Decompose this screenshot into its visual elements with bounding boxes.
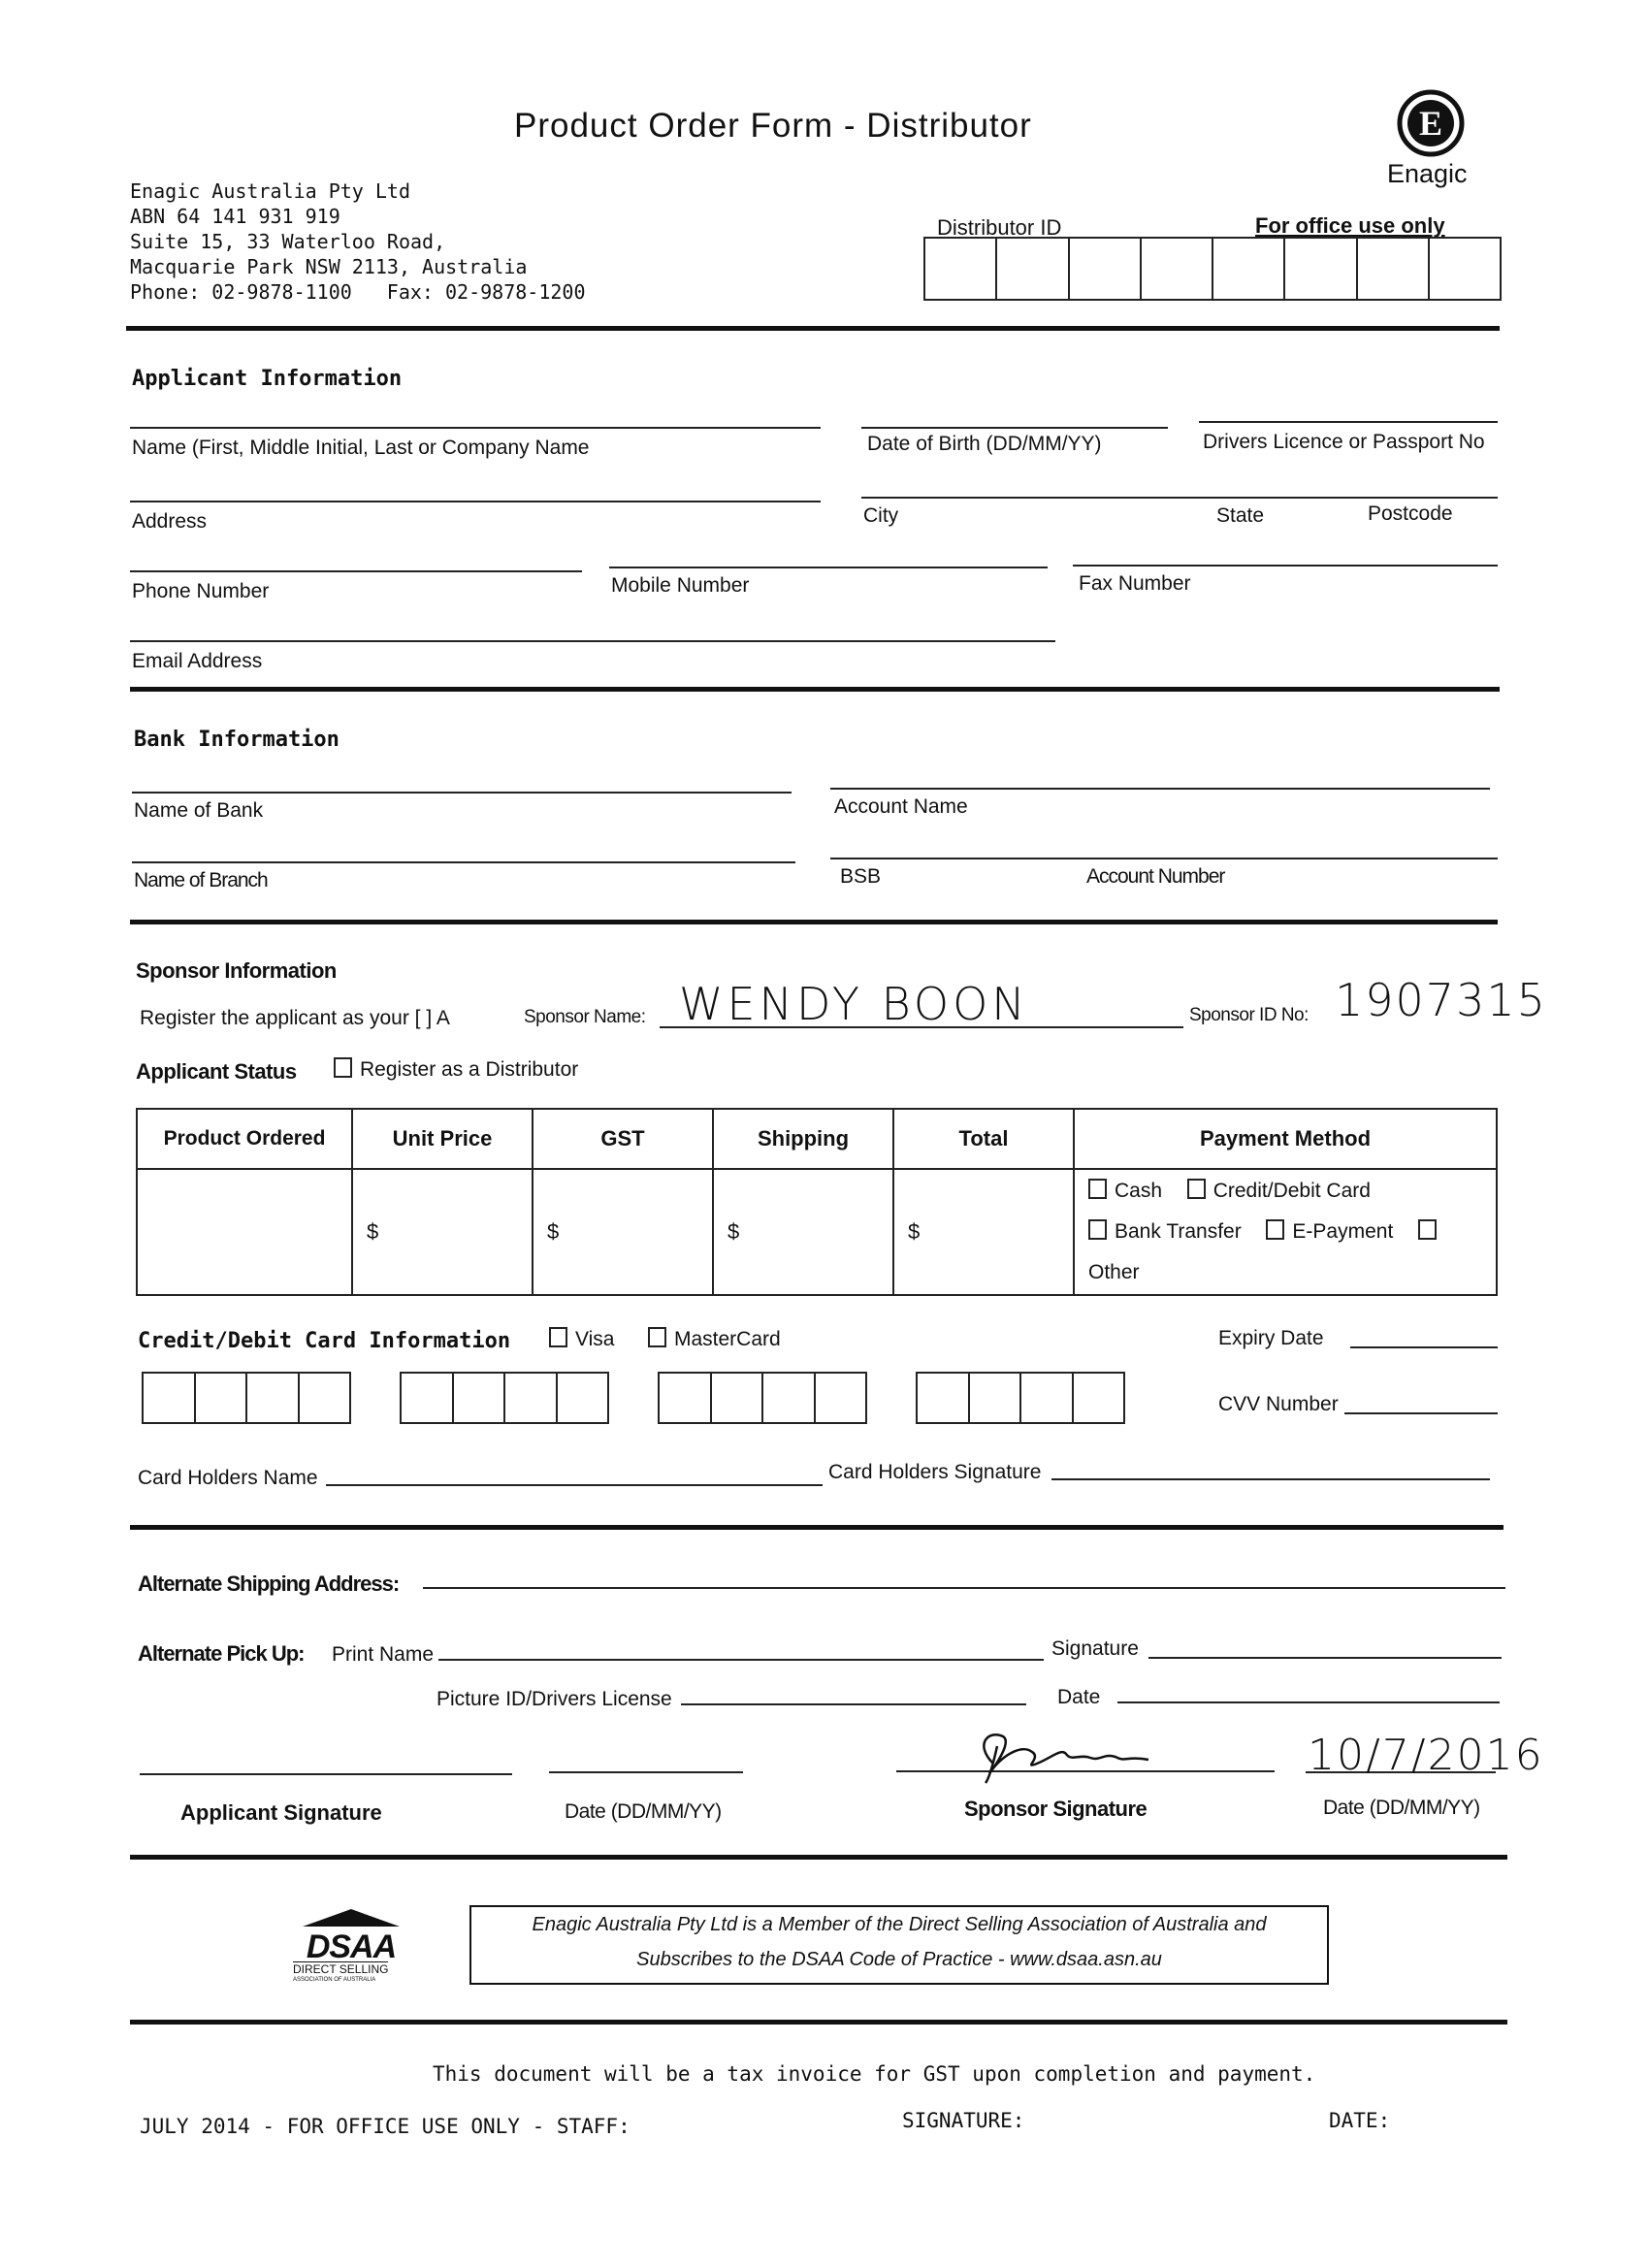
email-field[interactable] <box>130 640 1055 642</box>
section-rule <box>130 920 1498 924</box>
shipping-cell[interactable]: $ <box>713 1169 893 1295</box>
company-name: Enagic Australia Pty Ltd <box>130 179 410 203</box>
name-label: Name (First, Middle Initial, Last or Company Name <box>132 437 590 459</box>
applicant-date-label: Date (DD/MM/YY) <box>565 1800 722 1823</box>
picture-id-label: Picture ID/Drivers License <box>436 1688 672 1710</box>
branch-field[interactable] <box>132 861 795 863</box>
account-name-field[interactable] <box>830 788 1490 790</box>
office-staff-label: JULY 2014 - FOR OFFICE USE ONLY - STAFF: <box>140 2115 630 2138</box>
header-product-ordered: Product Ordered <box>137 1109 352 1169</box>
state-label: State <box>1216 504 1265 527</box>
card-number-group-4[interactable] <box>916 1372 1125 1424</box>
register-distributor-option[interactable]: Register as a Distributor <box>334 1057 578 1082</box>
sponsor-date-value: 10/7/2016 <box>1308 1731 1544 1780</box>
print-name-field[interactable] <box>438 1659 1044 1661</box>
card-number-group-3[interactable] <box>658 1372 867 1424</box>
mastercard-checkbox[interactable] <box>648 1327 666 1347</box>
dsaa-logo-subtitle2: ASSOCIATION OF AUSTRALIA <box>293 1977 376 1983</box>
svg-text:E: E <box>1418 104 1443 143</box>
licence-label: Drivers Licence or Passport No <box>1203 431 1485 453</box>
section-rule <box>130 2020 1507 2025</box>
name-field[interactable] <box>130 427 821 429</box>
company-abn: ABN 64 141 931 919 <box>130 205 340 228</box>
gst-cell[interactable]: $ <box>533 1169 713 1295</box>
payment-other-option[interactable]: Other <box>1088 1220 1444 1283</box>
sponsor-id-value: 1907315 <box>1335 974 1547 1026</box>
holder-signature-label: Card Holders Signature <box>828 1461 1042 1483</box>
sponsor-id-label: Sponsor ID No: <box>1189 1005 1309 1025</box>
form-title: Product Order Form - Distributor <box>514 107 1032 145</box>
visa-checkbox[interactable] <box>549 1327 567 1347</box>
bank-name-field[interactable] <box>132 792 792 794</box>
register-distributor-checkbox[interactable] <box>334 1057 352 1078</box>
distributor-id-label: Distributor ID <box>937 215 1062 240</box>
dsaa-notice-line2: Subscribes to the DSAA Code of Practice - www.dsaa.asn.au <box>636 1949 1162 1970</box>
sponsor-signature-field[interactable] <box>896 1725 1275 1785</box>
card-heading: Credit/Debit Card Information <box>138 1329 511 1353</box>
alt-shipping-field[interactable] <box>423 1587 1505 1589</box>
applicant-heading: Applicant Information <box>132 367 403 391</box>
payment-bank-transfer-option[interactable]: Bank Transfer <box>1088 1220 1242 1243</box>
sponsor-name-label: Sponsor Name: <box>524 1007 646 1027</box>
bsb-label: BSB <box>840 865 882 888</box>
section-rule <box>130 1855 1507 1860</box>
sponsor-name-value: WENDY BOON <box>679 978 1029 1030</box>
company-info <box>130 178 585 305</box>
holder-signature-field[interactable] <box>1051 1478 1490 1480</box>
pickup-signature-label: Signature <box>1051 1637 1139 1660</box>
mobile-label: Mobile Number <box>611 574 750 597</box>
payment-cash-option[interactable]: Cash <box>1088 1180 1162 1202</box>
payment-card-option[interactable]: Credit/Debit Card <box>1187 1180 1371 1202</box>
dsaa-logo-icon <box>274 1907 429 1961</box>
payment-method-cell <box>1074 1169 1497 1295</box>
company-address2: Macquarie Park NSW 2113, Australia <box>130 255 528 278</box>
header-gst: GST <box>533 1109 713 1169</box>
product-ordered-cell[interactable] <box>137 1169 352 1295</box>
sponsor-date-label: Date (DD/MM/YY) <box>1323 1797 1480 1819</box>
header-unit-price: Unit Price <box>352 1109 533 1169</box>
register-label: Register the applicant as your [ ] A <box>140 1007 450 1029</box>
company-address1: Suite 15, 33 Waterloo Road, <box>130 230 446 253</box>
card-checkbox[interactable] <box>1187 1179 1206 1199</box>
pickup-signature-field[interactable] <box>1148 1657 1502 1659</box>
visa-option[interactable]: Visa <box>549 1327 614 1351</box>
holder-name-field[interactable] <box>326 1484 823 1486</box>
cash-checkbox[interactable] <box>1088 1179 1107 1199</box>
office-date-label: DATE: <box>1329 2109 1391 2132</box>
dsaa-logo <box>274 1907 429 1994</box>
dob-field[interactable] <box>861 427 1168 429</box>
bsb-account-field[interactable] <box>830 858 1498 859</box>
section-rule <box>130 1525 1504 1530</box>
cvv-label: CVV Number <box>1218 1393 1339 1415</box>
enagic-logo-text: Enagic <box>1387 159 1468 188</box>
section-rule <box>130 687 1500 692</box>
alt-pickup-label: Alternate Pick Up: <box>138 1641 305 1666</box>
expiry-label: Expiry Date <box>1218 1327 1324 1349</box>
city-label: City <box>863 504 899 527</box>
print-name-label: Print Name <box>332 1643 435 1666</box>
fax-field[interactable] <box>1073 565 1498 567</box>
office-use-label: For office use only <box>1255 213 1445 238</box>
mobile-field[interactable] <box>609 567 1048 568</box>
office-signature-label: SIGNATURE: <box>902 2109 1025 2132</box>
unit-price-cell[interactable]: $ <box>352 1169 533 1295</box>
postcode-label: Postcode <box>1368 502 1453 525</box>
company-fax: Fax: 02-9878-1200 <box>386 280 586 304</box>
total-cell[interactable]: $ <box>893 1169 1074 1295</box>
payment-epayment-option[interactable]: E-Payment <box>1266 1220 1393 1243</box>
enagic-logo <box>1397 89 1465 157</box>
dsaa-logo-subtitle: DIRECT SELLING <box>293 1962 389 1976</box>
bank-transfer-checkbox[interactable] <box>1088 1219 1107 1240</box>
cvv-field[interactable] <box>1344 1412 1498 1414</box>
phone-label: Phone Number <box>132 580 270 602</box>
company-phone: Phone: 02-9878-1100 <box>130 280 352 304</box>
email-label: Email Address <box>132 650 263 672</box>
other-checkbox[interactable] <box>1418 1219 1437 1240</box>
dsaa-notice-line1: Enagic Australia Pty Ltd is a Member of the Direct Selling Association of Australia and <box>532 1914 1267 1935</box>
header-shipping: Shipping <box>713 1109 893 1169</box>
address-field[interactable] <box>130 501 821 502</box>
fax-label: Fax Number <box>1079 572 1191 595</box>
section-rule <box>126 326 1500 331</box>
picture-id-field[interactable] <box>681 1703 1026 1705</box>
svg-text:DSAA: DSAA <box>306 1928 397 1961</box>
distributor-id-boxes[interactable] <box>923 237 1502 301</box>
applicant-date-field[interactable] <box>549 1771 743 1773</box>
applicant-signature-field[interactable] <box>140 1773 512 1775</box>
phone-field[interactable] <box>130 570 582 572</box>
order-table <box>136 1108 1498 1296</box>
address-label: Address <box>132 510 208 533</box>
dsaa-notice <box>469 1905 1329 1985</box>
account-number-label: Account Number <box>1086 865 1225 888</box>
sponsor-signature-image <box>896 1725 1275 1785</box>
tax-note: This document will be a tax invoice for GST upon completion and payment. <box>433 2062 1316 2086</box>
header-payment-method: Payment Method <box>1074 1109 1497 1169</box>
card-number-group-2[interactable] <box>400 1372 609 1424</box>
status-heading: Applicant Status <box>136 1059 297 1084</box>
branch-label: Name of Branch <box>134 869 268 891</box>
applicant-signature-label: Applicant Signature <box>180 1800 382 1825</box>
holder-name-label: Card Holders Name <box>138 1467 318 1489</box>
pickup-date-label: Date <box>1057 1686 1101 1708</box>
account-name-label: Account Name <box>834 795 968 818</box>
header-total: Total <box>893 1109 1074 1169</box>
mastercard-option[interactable]: MasterCard <box>648 1327 781 1351</box>
card-number-group-1[interactable] <box>142 1372 351 1424</box>
bank-name-label: Name of Bank <box>134 799 264 822</box>
pickup-date-field[interactable] <box>1117 1701 1500 1703</box>
enagic-logo-icon <box>1397 89 1465 157</box>
alt-shipping-label: Alternate Shipping Address: <box>138 1571 400 1596</box>
licence-field[interactable] <box>1199 421 1498 423</box>
sponsor-heading: Sponsor Information <box>136 958 337 983</box>
city-state-postcode-field[interactable] <box>861 497 1498 499</box>
sponsor-signature-label: Sponsor Signature <box>964 1797 1148 1821</box>
epayment-checkbox[interactable] <box>1266 1219 1284 1240</box>
expiry-field[interactable] <box>1350 1346 1498 1348</box>
dob-label: Date of Birth (DD/MM/YY) <box>867 433 1102 455</box>
bank-heading: Bank Information <box>134 728 340 752</box>
